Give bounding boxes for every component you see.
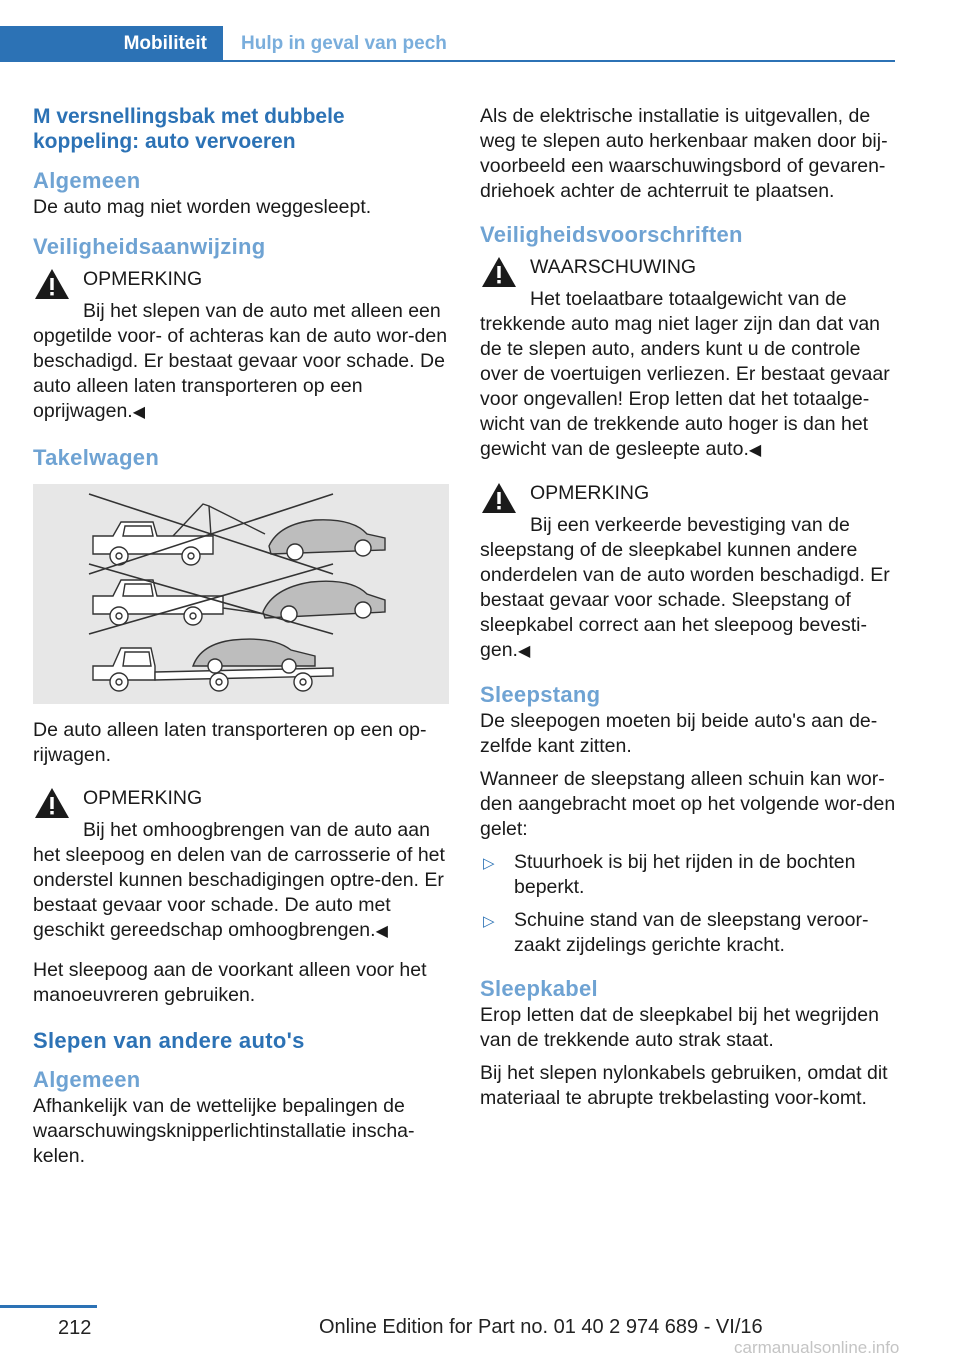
list-item: ▷ Stuurhoek is bij het rijden in de bochten beperkt.	[483, 851, 856, 898]
slepen-heading: Slepen van andere auto's	[33, 1028, 305, 1053]
chapter-tab	[241, 26, 447, 62]
note-label: OPMERKING	[83, 268, 203, 290]
section-title: M versnellingsbak met dubbele koppeling: auto vervoeren	[33, 105, 345, 153]
tow-truck-illustration	[33, 484, 449, 704]
left-column	[33, 100, 449, 1177]
footer-rule	[0, 1305, 97, 1308]
sleepkabel-heading: Sleepkabel	[480, 976, 598, 1001]
right-column	[480, 100, 900, 1119]
warning-triangle-icon	[480, 255, 518, 289]
page-header	[0, 26, 895, 62]
bullet-triangle-icon: ▷	[483, 913, 495, 930]
algemeen-heading: Algemeen	[33, 168, 141, 193]
bullet-triangle-icon: ▷	[483, 855, 495, 872]
warning-triangle-icon	[33, 267, 71, 301]
watermark: carmanualsonline.info	[734, 1338, 900, 1357]
veiligheid-heading: Veiligheidsaanwijzing	[33, 234, 266, 259]
note-label: OPMERKING	[530, 482, 650, 504]
note-text: Bij een verkeerde bevestiging van de sleepstang of de sleepkabel kunnen andere onderdelen van de auto worden beschadigd. Er bestaat gevaar voor schade. Sleepstang of sleepkabel correct aan het sleepoog bevesti-gen.◀	[480, 514, 890, 661]
page-number: 212	[58, 1317, 92, 1339]
algemeen-text: De auto mag niet worden weggesleept.	[33, 196, 372, 218]
note-text: Bij het omhoogbrengen van de auto aan het sleepoog en delen van de carrosserie of het onderstel kunnen beschadigingen optre-den. Er bestaat gevaar voor schade. De auto met geschikt gereedschap omhoogbrengen.◀	[33, 819, 445, 941]
sleepoog-text: Het sleepoog aan de voorkant alleen voor het manoeuvreren gebruiken.	[33, 959, 427, 1006]
note-block-1	[33, 267, 449, 425]
section-tab	[0, 26, 223, 62]
note-block-3	[480, 481, 900, 664]
towing-illustration	[33, 484, 449, 704]
loaded-car	[193, 639, 315, 673]
warning-triangle-icon	[480, 481, 518, 515]
lifted-car-2	[263, 581, 385, 622]
chapter-label: Hulp in geval van pech	[241, 33, 447, 54]
note-text: Bij het slepen van de auto met alleen een opgetilde voor- of achteras kan de auto wor-den beschadigd. Er bestaat gevaar voor schade. De auto alleen laten transporteren op een oprijwagen.◀	[33, 300, 448, 422]
sleepkabel-text-1: Erop letten dat de sleepkabel bij het wegrijden van de trekkende auto strak staat.	[480, 1004, 879, 1051]
wheel-lift-truck	[93, 580, 265, 625]
warning-block	[480, 255, 900, 463]
end-mark: ◀	[375, 923, 388, 940]
bullet-list	[480, 850, 900, 958]
list-item: ▷ Schuine stand van de sleepstang veroor-zaakt zijdelings gerichte kracht.	[483, 909, 869, 956]
end-mark: ◀	[748, 442, 762, 459]
note-label: OPMERKING	[83, 787, 203, 809]
schuin-text: Wanneer de sleepstang alleen schuin kan wor-den aangebracht moet op het volgende wor-den gelet:	[480, 768, 896, 840]
section-label: Mobiliteit	[123, 33, 207, 54]
intro-text: Als de elektrische installatie is uitgevallen, de weg te slepen auto herkenbaar maken door bij-voorbeeld een waarschuwingsbord of gevaren-driehoek achter de achterruit te plaatsen.	[480, 105, 888, 202]
warning-text: Het toelaatbare totaalgewicht van de trekkende auto mag niet lager zijn dan dat van de te slepen auto, anders kunt u de controle over de voertuigen verliezen. Er bestaat gevaar voor ongevallen! Erop letten dat het totaalge-wicht van de trekkende auto hoger is dan het gewicht van de gesleepte auto.◀	[480, 288, 890, 460]
sleepstang-heading: Sleepstang	[480, 682, 601, 707]
note-block-2	[33, 786, 449, 944]
figure-caption: De auto alleen laten transporteren op een op-rijwagen.	[33, 719, 427, 766]
sleepstang-text: De sleepogen moeten bij beide auto's aan de-zelfde kant zitten.	[480, 710, 878, 757]
edition-text: Online Edition for Part no. 01 40 2 974 689 - VI/16	[319, 1316, 763, 1338]
takelwagen-heading: Takelwagen	[33, 445, 160, 470]
voorschriften-heading: Veiligheidsvoorschriften	[480, 222, 743, 247]
lifted-car-1	[269, 520, 385, 560]
algemeen2-text: Afhankelijk van de wettelijke bepalingen de waarschuwingsknipperlichtinstallatie inscha-kelen.	[33, 1095, 415, 1167]
crane-truck	[93, 504, 265, 565]
warning-triangle-icon	[33, 786, 71, 820]
sleepkabel-text-2: Bij het slepen nylonkabels gebruiken, omdat dit materiaal te abrupte trekbelasting voor-komt.	[480, 1062, 888, 1109]
end-mark: ◀	[132, 404, 146, 421]
end-mark: ◀	[517, 643, 531, 660]
warning-label: WAARSCHUWING	[530, 256, 697, 278]
algemeen2-heading: Algemeen	[33, 1067, 141, 1092]
header-rule	[223, 60, 895, 62]
